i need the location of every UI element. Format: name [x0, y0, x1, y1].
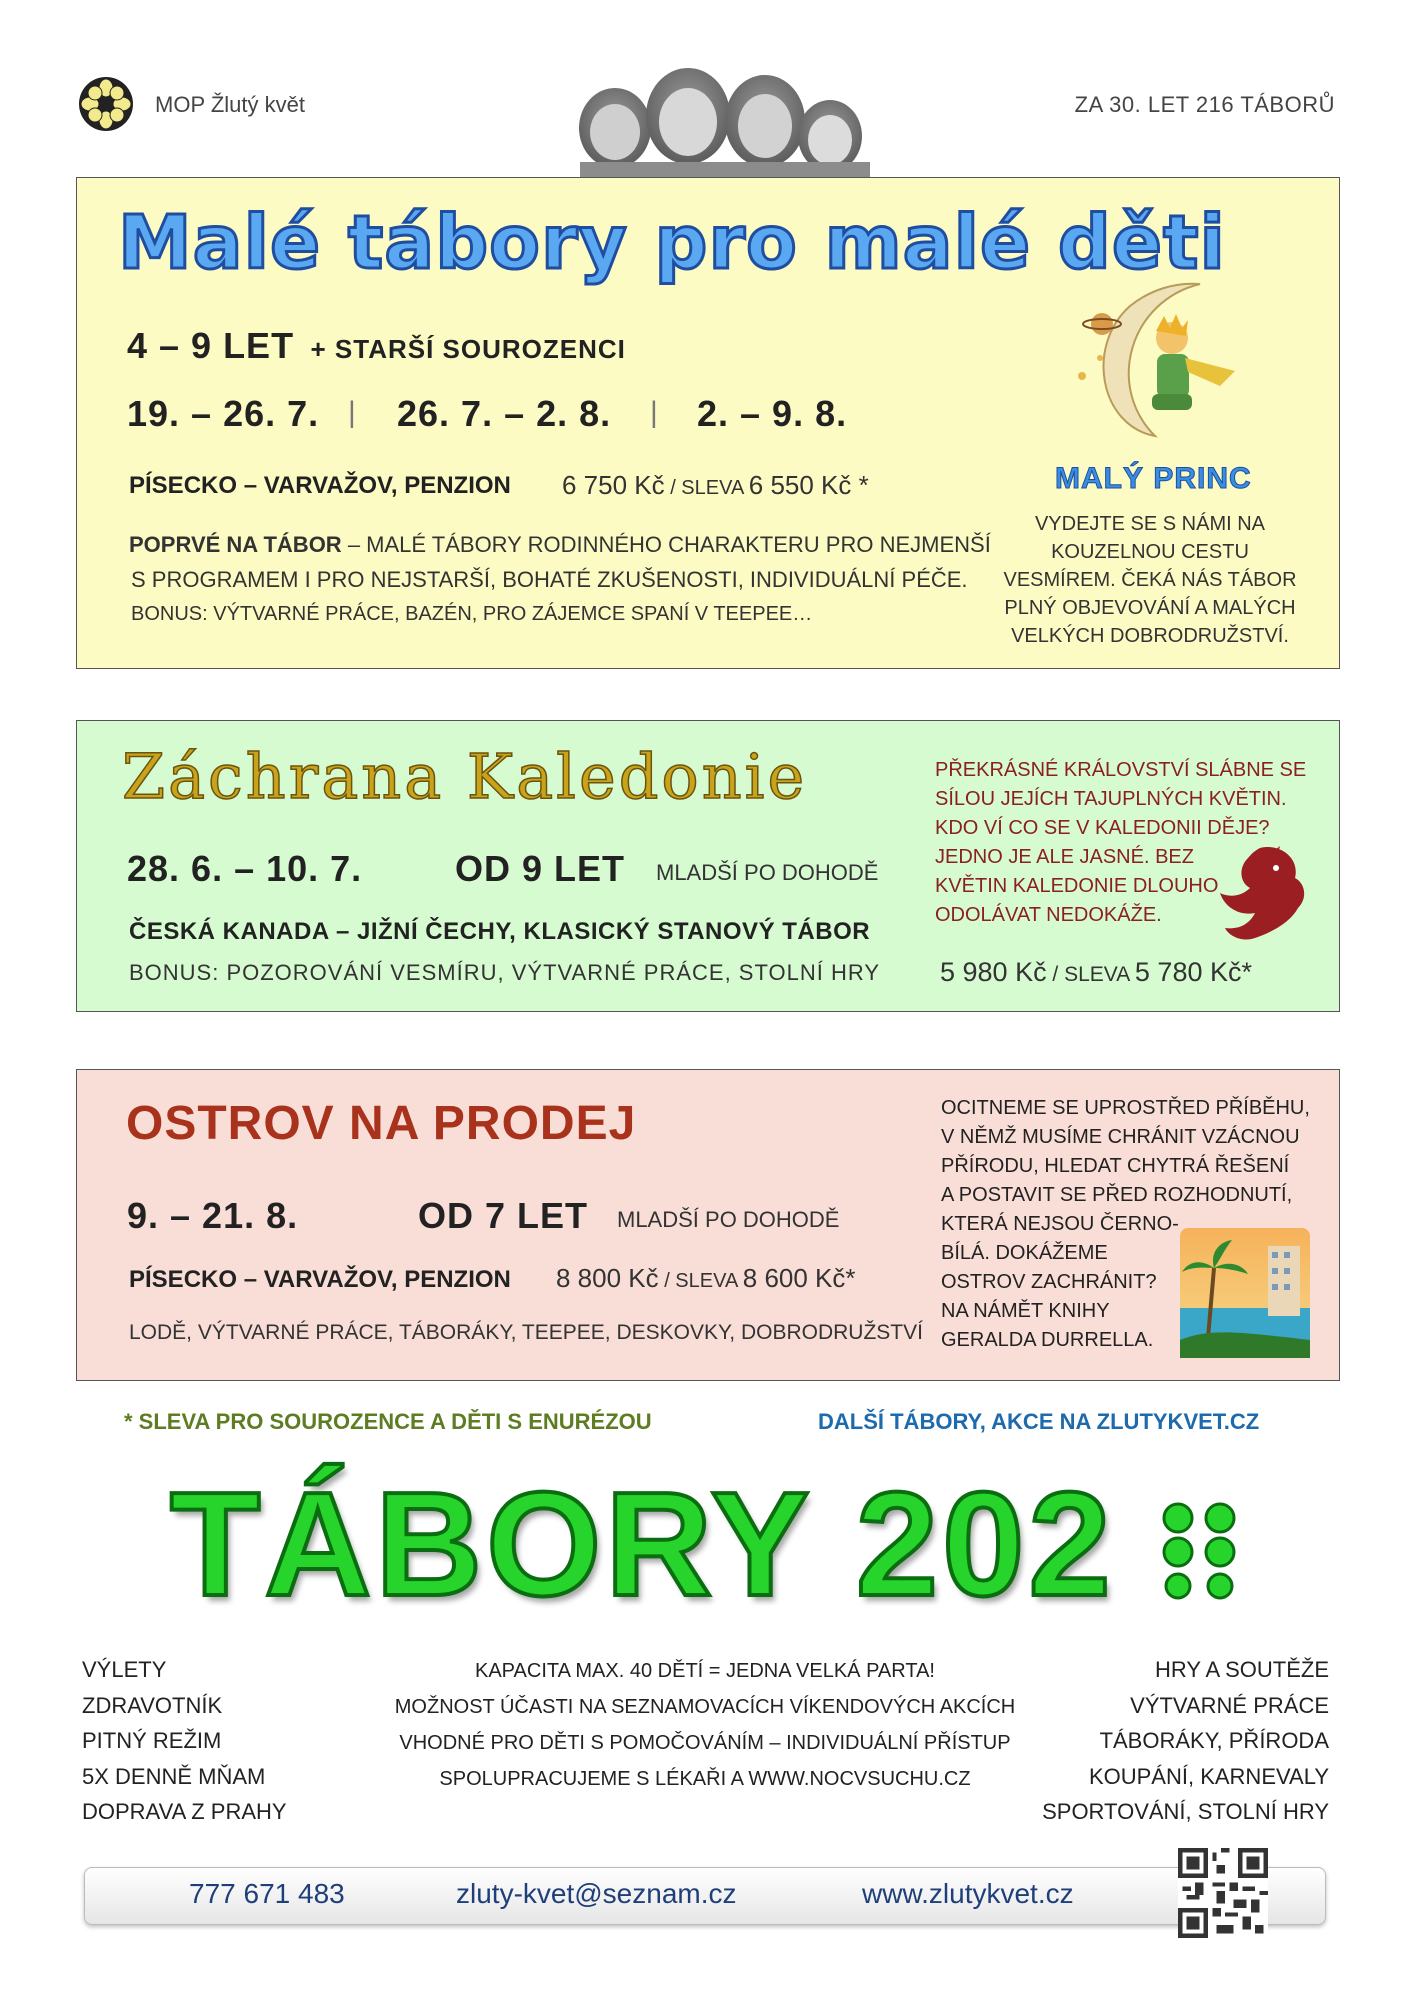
camp2-price-row	[940, 957, 1252, 988]
list-item: SPOLUPRACUJEME S LÉKAŘI A WWW.NOCVSUCHU.CZ	[439, 1768, 971, 1790]
camp1-desc-line-3: BONUS: VÝTVARNÉ PRÁCE, BAZÉN, PRO ZÁJEMCE SPANÍ V TEEPEE…	[131, 603, 813, 625]
camp1-badge: MALÝ PRINC	[1055, 462, 1252, 495]
camp1-side-text	[1000, 510, 1300, 650]
camps-statistic: ZA 30. LET 216 TÁBORŮ	[1074, 92, 1335, 117]
list-item: 5X DENNĚ MŇAM	[82, 1763, 266, 1789]
camp2-ages: OD 9 LET	[455, 848, 626, 889]
date-separator: |	[348, 396, 356, 429]
right-feature-list	[1042, 1652, 1329, 1830]
camp3-side-line: OSTROV ZACHRÁNIT?	[941, 1271, 1157, 1293]
list-item: VÝTVARNÉ PRÁCE	[1130, 1692, 1329, 1718]
camp3-side-line: NA NÁMĚT KNIHY	[941, 1300, 1110, 1322]
camp3-price-row	[556, 1263, 856, 1294]
camp1-date-2: 26. 7. – 2. 8.	[397, 393, 612, 434]
camp2-price-sep: / SLEVA	[1046, 963, 1135, 986]
list-item: TÁBORÁKY, PŘÍRODA	[1099, 1728, 1329, 1753]
camp1-ages-row	[127, 325, 626, 367]
camp2-side-line: JEDNO JE ALE JASNÉ. BEZ	[935, 846, 1194, 868]
camp3-side-line: PŘÍRODU, HLEDAT CHYTRÁ ŘEŠENÍ	[941, 1155, 1290, 1177]
list-item: VÝLETY	[82, 1657, 167, 1682]
camp2-side-line: PŘEKRÁSNÉ KRÁLOVSTVÍ SLÁBNE SE	[935, 759, 1307, 781]
contact-phone[interactable]: 777 671 483	[189, 1878, 345, 1909]
camp2-side-line: ODOLÁVAT NEDOKÁŽE.	[935, 904, 1162, 926]
camp1-desc-line-2: S PROGRAMEM I PRO NEJSTARŠÍ, BOHATÉ ZKUŠENOSTI, INDIVIDUÁLNÍ PÉČE.	[131, 567, 968, 592]
camp3-side-line: GERALDA DURRELLA.	[941, 1329, 1154, 1351]
camp2-side-line: SÍLOU JEJÍCH TAJUPLNÝCH KVĚTIN.	[935, 788, 1287, 810]
little-prince-icon	[1060, 276, 1260, 456]
camp3-location: PÍSECKO – VARVAŽOV, PENZION	[129, 1266, 511, 1293]
contact-website[interactable]: www.zlutykvet.cz	[862, 1878, 1074, 1909]
list-item: KAPACITA MAX. 40 DĚTÍ = JEDNA VELKÁ PARTA!	[475, 1660, 935, 1682]
list-item: SPORTOVÁNÍ, STOLNÍ HRY	[1042, 1799, 1329, 1824]
flower-logo-icon	[78, 76, 134, 132]
discount-footnote: * SLEVA PRO SOUROZENCE A DĚTI S ENURÉZOU	[124, 1409, 652, 1434]
camp1-location: PÍSECKO – VARVAŽOV, PENZION	[129, 472, 511, 499]
camp2-dates: 28. 6. – 10. 7.	[127, 848, 363, 889]
camp1-ages-plus: + STARŠÍ SOUROZENCI	[310, 334, 626, 364]
camp2-price-discount: 5 780 Kč*	[1134, 957, 1252, 987]
list-item: PITNÝ REŽIM	[82, 1728, 222, 1753]
camp3-price: 8 800 Kč	[556, 1263, 659, 1293]
list-item: DOPRAVA Z PRAHY	[82, 1799, 287, 1824]
camp1-desc-line-1	[129, 527, 991, 562]
camp1-price-discount: 6 550 Kč *	[748, 470, 869, 500]
kids-photo	[560, 66, 890, 178]
list-item: VHODNÉ PRO DĚTI S POMOČOVÁNÍM – INDIVIDUÁLNÍ PŘÍSTUP	[399, 1732, 1011, 1754]
camp3-side-line: KTERÁ NEJSOU ČERNO-	[941, 1213, 1179, 1235]
center-feature-list	[330, 1653, 1080, 1797]
camp3-side-line: BÍLÁ. DOKÁŽEME	[941, 1242, 1108, 1264]
camp3-side-line: OCITNEME SE UPROSTŘED PŘÍBĚHU,	[941, 1097, 1310, 1119]
camp1-side-line: VESMÍREM. ČEKÁ NÁS TÁBOR	[1003, 569, 1297, 591]
camp1-date-3: 2. – 9. 8.	[697, 393, 848, 434]
qr-code-icon[interactable]	[1178, 1848, 1268, 1938]
camp3-side-line: A POSTAVIT SE PŘED ROZHODNUTÍ,	[941, 1184, 1293, 1206]
camp3-title: OSTROV NA PRODEJ	[126, 1097, 637, 1150]
camp2-side-line: KVĚTIN KALEDONIE DLOUHO	[935, 875, 1219, 897]
camp1-desc-lead: POPRVÉ NA TÁBOR	[129, 532, 342, 557]
more-camps-link[interactable]: DALŠÍ TÁBORY, AKCE NA ZLUTYKVET.CZ	[818, 1409, 1260, 1434]
camp2-location: ČESKÁ KANADA – JIŽNÍ ČECHY, KLASICKÝ STANOVÝ TÁBOR	[129, 918, 871, 945]
list-item: HRY A SOUTĚŽE	[1154, 1657, 1329, 1682]
left-feature-list	[82, 1652, 287, 1830]
camp1-price-sep: / SLEVA	[664, 477, 749, 499]
camp1-side-line: PLNÝ OBJEVOVÁNÍ A MALÝCH	[1004, 597, 1296, 619]
camp1-side-line: VYDEJTE SE S NÁMI NA	[1034, 513, 1266, 535]
camp1-side-line: VELKÝCH DOBRODRUŽSTVÍ.	[1011, 625, 1289, 647]
list-item: MOŽNOST ÚČASTI NA SEZNAMOVACÍCH VÍKENDOVÝCH AKCÍCH	[394, 1696, 1016, 1718]
list-item: KOUPÁNÍ, KARNEVALY	[1088, 1763, 1329, 1789]
camp2-younger: MLADŠÍ PO DOHODĚ	[656, 860, 879, 885]
camp3-younger: MLADŠÍ PO DOHODĚ	[617, 1207, 840, 1232]
camp1-price-row	[562, 470, 869, 501]
island-icon	[1180, 1228, 1310, 1358]
camp2-price: 5 980 Kč	[940, 957, 1047, 987]
dragon-icon	[1210, 838, 1310, 948]
camp1-side-line: KOUZELNOU CESTU	[1051, 541, 1249, 563]
camp1-ages: 4 – 9 LET	[127, 325, 295, 366]
list-item: ZDRAVOTNÍK	[82, 1692, 223, 1718]
camp3-dates: 9. – 21. 8.	[127, 1195, 299, 1236]
camp2-side-line: KDO VÍ CO SE V KALEDONII DĚJE?	[935, 817, 1270, 839]
camp2-bonus: BONUS: POZOROVÁNÍ VESMÍRU, VÝTVARNÉ PRÁCE, STOLNÍ HRY	[129, 960, 881, 985]
contact-email[interactable]: zluty-kvet@seznam.cz	[456, 1878, 737, 1909]
camp3-side-line: V NĚMŽ MUSÍME CHRÁNIT VZÁCNOU	[941, 1126, 1300, 1148]
big-title: TÁBORY 202	[170, 1462, 1115, 1627]
camp3-bonus: LODĚ, VÝTVARNÉ PRÁCE, TÁBORÁKY, TEEPEE, DESKOVKY, DOBRODRUŽSTVÍ	[129, 1321, 923, 1344]
camp2-title: Záchrana Kaledonie	[122, 740, 808, 813]
organization-name: MOP Žlutý květ	[155, 92, 305, 117]
camp3-ages: OD 7 LET	[418, 1195, 589, 1236]
camp3-price-discount: 8 600 Kč*	[742, 1263, 856, 1293]
dice-dots-icon	[1160, 1500, 1240, 1600]
camp1-date-1: 19. – 26. 7.	[127, 393, 320, 434]
camp1-desc-text: – MALÉ TÁBORY RODINNÉHO CHARAKTERU PRO NEJMENŠÍ	[341, 532, 991, 557]
camp1-title: Malé tábory pro malé děti	[118, 200, 1226, 286]
camp1-price: 6 750 Kč	[562, 470, 665, 500]
date-separator: |	[650, 396, 658, 429]
camp3-price-sep: / SLEVA	[658, 1270, 743, 1292]
